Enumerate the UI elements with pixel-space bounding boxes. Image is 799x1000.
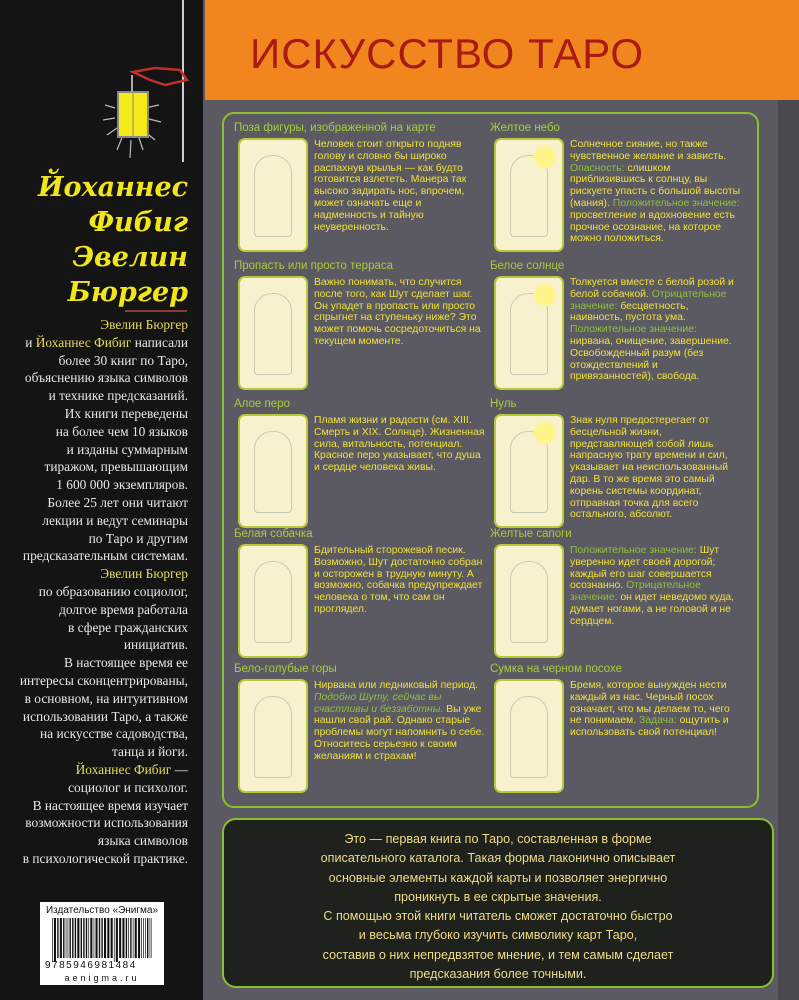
- entry-text-segment: Пламя жизни и радости (см. XIII. Смерть и XIX. Солнце). Жизненная сила, витальность, потенциал. Красное перо указывает, что душа и сердце человека живы.: [314, 415, 485, 474]
- entry-text: [314, 139, 486, 233]
- publisher-name: Издательство «Энигма»: [45, 905, 159, 916]
- entry-subheading: Положительное значение:: [570, 545, 697, 556]
- bio-text: интересы сконцентрированы,: [19, 672, 188, 688]
- entry-heading: Пропасть или просто терраса: [234, 260, 394, 272]
- bio-line: [4, 476, 188, 494]
- barcode-bar: [126, 918, 127, 958]
- barcode-bar: [63, 918, 64, 958]
- bio-line: [4, 316, 188, 334]
- barcode-bar: [104, 918, 106, 958]
- bio-text: В настоящее время ее: [64, 655, 188, 671]
- bio-text: тиражом, превышающим: [44, 459, 188, 475]
- entry-heading: Алое перо: [234, 398, 290, 410]
- sun-icon: [534, 284, 556, 306]
- bio-text: в сфере гражданских: [68, 619, 188, 635]
- blurb-box: [222, 818, 774, 988]
- figure-sketch-icon: [510, 561, 548, 643]
- barcode-bar: [57, 918, 58, 958]
- blurb-line: и весьма глубоко изучить символику карт Таро,: [358, 928, 638, 943]
- entry-text-segment: Толкуется вместе с белой розой и белой собачкой.: [570, 277, 734, 300]
- barcode-bar: [119, 918, 121, 958]
- blurb-line: проникнуть в ее скрытые значения.: [394, 889, 602, 904]
- sun-icon: [534, 422, 556, 444]
- entry-text-segment: слишком приблизившись к солнцу, вы рискуете упасть с большой высоты (мания).: [570, 162, 741, 209]
- bio-text: написали: [131, 334, 188, 350]
- bio-text: по образованию социолог,: [38, 583, 188, 599]
- entry-text-segment: Знак нуля предостерегает от бесцельной жизни, представляющей собой лишь напрасную трату времени и сил, указывает на неиспользованный дар. В то же время это самый корень системы координат, отправная точка для всего остального, абсолют.: [570, 415, 729, 521]
- bio-text: долгое время работала: [59, 601, 188, 617]
- sun-icon: [534, 146, 556, 168]
- figure-sketch-icon: [254, 696, 292, 778]
- barcode-bar: [152, 918, 153, 958]
- title-banner: [205, 0, 799, 100]
- entry-subheading: Отрицательное значение:: [570, 288, 727, 312]
- bio-line: [4, 369, 188, 387]
- bio-text: Их книги переведены: [64, 405, 188, 421]
- symbols-panel: [222, 112, 759, 808]
- card-illustration: [494, 544, 564, 658]
- bio-line: [4, 850, 188, 868]
- barcode-bar: [68, 918, 69, 958]
- blurb-line: предсказания более точными.: [409, 967, 587, 982]
- barcode-bar: [90, 918, 92, 958]
- bio-line: [4, 708, 188, 726]
- entry-heading: Белая собачка: [234, 528, 313, 540]
- bio-text: использовании Таро, а также: [22, 708, 188, 724]
- barcode-bar: [111, 918, 113, 958]
- entry-text: [570, 415, 742, 521]
- entry-text-segment: Нирвана или ледниковый период.: [314, 680, 479, 691]
- entry-subheading: Задача:: [638, 715, 677, 727]
- entry-heading: Поза фигуры, изображенной на карте: [234, 122, 436, 134]
- entry-text-segment: Вы уже нашли свой рай. Однако старые проблемы могут напомнить о себе. Относитесь серьезно к своим желаниям и страхам!: [314, 703, 485, 762]
- barcode-bar: [101, 918, 102, 958]
- cover-edge: [778, 100, 799, 1000]
- bio-text: и: [25, 334, 36, 350]
- publisher-website: aenigma.ru: [64, 973, 140, 983]
- barcode-bar: [138, 918, 140, 958]
- bio-line: [4, 494, 188, 512]
- barcode-bar: [143, 918, 144, 958]
- bio-text: инициатив.: [123, 637, 188, 653]
- bio-line: [4, 832, 188, 850]
- entry-subheading: Опасность:: [570, 162, 625, 174]
- barcode-bar: [145, 918, 146, 958]
- entry-text-segment: Солнечное сияние, но также чувственное желание и зависть.: [570, 139, 727, 162]
- symbol-entry: [234, 398, 489, 474]
- barcode-bar: [72, 918, 73, 958]
- author-name-highlight: Эвелин Бюргер: [100, 566, 188, 582]
- barcode-bar: [66, 918, 67, 958]
- barcode-icon: [52, 918, 152, 962]
- author-bio: [4, 316, 188, 868]
- author-sidebar: [0, 0, 203, 1000]
- bio-line: [4, 405, 188, 423]
- author-last-name-1: Фибиг: [88, 207, 188, 238]
- bio-line: [4, 352, 188, 370]
- author-first-name-2: Эвелин: [72, 242, 188, 273]
- symbol-entry: [234, 122, 489, 233]
- barcode-bar: [135, 918, 137, 958]
- barcode-bar: [147, 918, 148, 958]
- barcode-bar: [116, 918, 118, 962]
- entry-text: [314, 277, 486, 348]
- figure-sketch-icon: [510, 696, 548, 778]
- card-illustration: [238, 276, 308, 390]
- card-illustration: [494, 276, 564, 390]
- author-name-highlight: Йоханнес Фибиг: [35, 334, 132, 350]
- card-illustration: [238, 414, 308, 528]
- entry-text-segment: он идет неведомо куда, думает ногами, а не головой и не сердцем.: [570, 592, 735, 627]
- barcode-bar: [88, 918, 89, 958]
- blurb-line: основные элементы каждой карты и позволяет энергично: [328, 870, 668, 885]
- barcode-bar: [99, 918, 100, 958]
- bio-line: [4, 423, 188, 441]
- bio-text: лекции и ведут семинары: [42, 512, 188, 528]
- entry-subheading: Подобно Шуту, сейчас вы счастливы и беззаботны.: [314, 691, 444, 715]
- entry-subheading: Положительное значение:: [570, 324, 697, 336]
- bio-text: на искусстве садоводства,: [40, 726, 188, 742]
- bio-line: [4, 441, 188, 459]
- bio-text: более 30 книг по Таро,: [58, 352, 188, 368]
- barcode-bar: [60, 918, 62, 958]
- barcode-bar: [94, 918, 95, 958]
- barcode-bar: [122, 918, 124, 958]
- entry-text: [570, 545, 742, 628]
- author-names: [38, 170, 188, 310]
- symbol-entry: [490, 398, 745, 521]
- entry-heading: Бело-голубые горы: [234, 663, 337, 675]
- entry-text-segment: Шут уверенно идет своей дорогой; каждый его шаг совершается осознанно.: [570, 545, 720, 592]
- author-first-name-1: Йоханнес: [38, 172, 189, 203]
- bio-text: возможности использования: [25, 815, 188, 831]
- entry-text-segment: бесцветность, наивность, пустота ума.: [570, 300, 689, 324]
- entry-heading: Сумка на черном посохе: [490, 663, 623, 675]
- author-name-highlight: Эвелин Бюргер: [100, 317, 188, 332]
- bio-line: [4, 779, 188, 797]
- barcode-bar: [130, 918, 131, 958]
- figure-sketch-icon: [254, 431, 292, 513]
- entry-text: [314, 545, 486, 616]
- barcode-bar: [128, 918, 129, 958]
- barcode-bar: [54, 918, 56, 962]
- entry-subheading: Положительное значение:: [612, 197, 740, 209]
- divider-line: [125, 310, 187, 312]
- blurb-text: [224, 830, 772, 984]
- barcode-bar: [70, 918, 71, 958]
- entry-text: [314, 680, 486, 763]
- entry-text-segment: ощутить и использовать свой потенциал!: [570, 715, 729, 739]
- card-illustration: [238, 679, 308, 793]
- barcode-bar: [77, 918, 79, 958]
- card-illustration: [238, 544, 308, 658]
- barcode-bar: [107, 918, 109, 958]
- entry-text-segment: Человек стоит открыто подняв голову и словно бы широко распахнув крылья — как будто готовится взлететь. Манера так высоко задирать нос, впрочем, может означать еще и надменность и тайную неуверенность.: [314, 139, 467, 233]
- bio-line: [4, 743, 188, 761]
- blurb-line: составив о них непредвзятое мнение, и тем самым сделает: [322, 947, 674, 962]
- symbol-entry: [234, 260, 489, 347]
- bio-text: в психологической практике.: [22, 850, 188, 866]
- barcode-bar: [150, 918, 151, 958]
- barcode-bar: [141, 918, 142, 958]
- blurb-line: С помощью этой книги читатель сможет достаточно быстро: [323, 909, 673, 924]
- bio-line: [4, 601, 188, 619]
- bio-line: [4, 690, 188, 708]
- bio-line: [4, 725, 188, 743]
- bio-line: [4, 530, 188, 548]
- symbol-entry: [490, 122, 745, 245]
- barcode-bar: [83, 918, 84, 958]
- blurb-line: описательного каталога. Такая форма лаконично описывает: [320, 851, 676, 866]
- figure-sketch-icon: [254, 155, 292, 237]
- isbn-number: 9785946981484: [45, 960, 137, 971]
- bio-text: по Таро и другим: [88, 530, 188, 546]
- bio-line: [4, 334, 188, 352]
- entry-heading: Желтое небо: [490, 122, 560, 134]
- bio-text: в основном, на интуитивном: [24, 690, 188, 706]
- figure-sketch-icon: [254, 293, 292, 375]
- barcode-bar: [86, 918, 87, 958]
- bio-text: и технике предсказаний.: [48, 388, 188, 404]
- author-last-name-2: Бюргер: [67, 277, 188, 308]
- barcode-label: [40, 902, 164, 985]
- entry-heading: Белое солнце: [490, 260, 565, 272]
- entry-text-segment: нирвана, очищение, завершение. Освобожденный разум (без отождествлений и привязанностей), свобода.: [570, 335, 732, 383]
- blurb-line: Это — первая книга по Таро, составленная в форме: [344, 832, 652, 846]
- entry-text-segment: Бремя, которое вынужден нести каждый из нас. Черный посох означает, что мы делаем то, чего не понимаем.: [570, 680, 730, 727]
- book-title: ИСКУССТВО ТАРО: [250, 30, 645, 77]
- bio-text: на более чем 10 языков: [55, 423, 188, 439]
- bio-line: [4, 619, 188, 637]
- figure-sketch-icon: [254, 561, 292, 643]
- entry-text: [314, 415, 486, 474]
- symbol-entry: [234, 663, 489, 762]
- barcode-bar: [96, 918, 98, 958]
- bio-line: [4, 512, 188, 530]
- bio-text: объяснению языка символов: [24, 370, 188, 386]
- symbol-entry: [490, 663, 745, 739]
- bio-text: танца и йоги.: [112, 744, 188, 760]
- bio-text: Более 25 лет они читают: [47, 494, 188, 510]
- bio-text: 1 600 000 экземпляров.: [56, 477, 188, 493]
- author-name-highlight: Йоханнес Фибиг: [75, 761, 172, 777]
- bio-line: [4, 547, 188, 565]
- entry-subheading: Отрицательное значение:: [570, 580, 701, 604]
- entry-heading: Желтые сапоги: [490, 528, 572, 540]
- entry-text: [570, 139, 742, 245]
- bio-text: и изданы суммарным: [66, 441, 188, 457]
- bio-text: языка символов: [97, 833, 188, 849]
- entry-text: [570, 680, 742, 739]
- card-illustration: [238, 138, 308, 252]
- barcode-bar: [114, 918, 115, 962]
- bio-line: [4, 797, 188, 815]
- card-illustration: [494, 414, 564, 528]
- bio-line: [4, 814, 188, 832]
- symbol-entry: [490, 528, 745, 627]
- bio-line: [4, 387, 188, 405]
- entry-text-segment: просветление и вдохновение есть прочное осознание, на которое можно положиться.: [570, 209, 735, 245]
- bio-line: [4, 761, 188, 779]
- barcode-bar: [133, 918, 134, 958]
- entry-text-segment: Важно понимать, что случится после того, как Шут сделает шаг. Он упадет в пропасть или просто спрыгнет на ступеньку ниже? Это может помочь сосредоточиться на текущем моменте.: [314, 277, 481, 347]
- bio-text: —: [171, 761, 188, 777]
- barcode-bar: [81, 918, 82, 958]
- card-illustration: [494, 679, 564, 793]
- card-illustration: [494, 138, 564, 252]
- entry-text-segment: Бдительный сторожевой песик. Возможно, Шут достаточно собран и осторожен в трудную минуту. А возможно, собачка предупреждает человека о том, что сам он проглядел.: [314, 545, 483, 615]
- bio-line: [4, 565, 188, 583]
- bio-text: социолог и психолог.: [68, 779, 188, 795]
- barcode-bar: [75, 918, 76, 958]
- bio-text: предсказательным системам.: [22, 548, 188, 564]
- bio-line: [4, 636, 188, 654]
- bio-line: [4, 672, 188, 690]
- symbol-entry: [490, 260, 745, 383]
- lantern-logo-icon: [95, 50, 195, 160]
- bio-line: [4, 583, 188, 601]
- entry-heading: Нуль: [490, 398, 517, 410]
- bio-line: [4, 654, 188, 672]
- bio-text: В настоящее время изучает: [32, 797, 188, 813]
- entry-text: [570, 277, 742, 383]
- bio-line: [4, 458, 188, 476]
- barcode-bar: [52, 918, 53, 962]
- symbol-entry: [234, 528, 489, 615]
